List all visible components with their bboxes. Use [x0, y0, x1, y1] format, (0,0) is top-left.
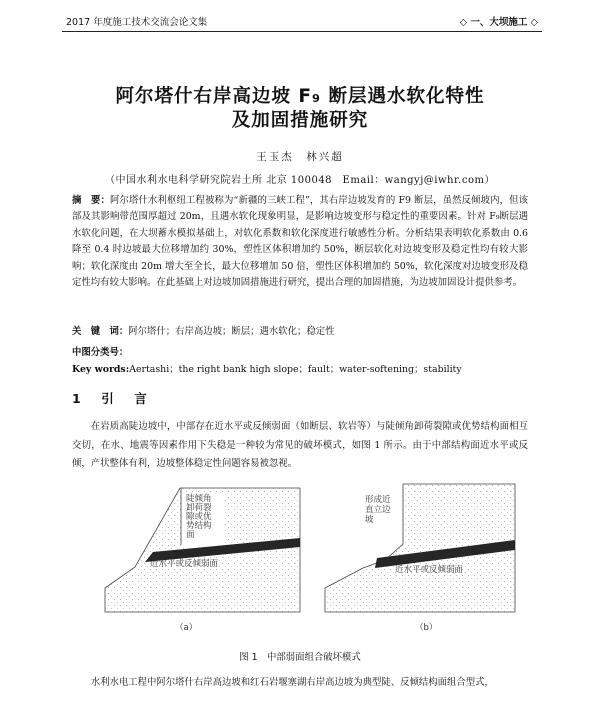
- label-b-3: 坡: [365, 515, 374, 525]
- english-keywords-text: Aertashi；the right bank high slope；fault；water-softening；stability: [129, 364, 462, 375]
- abstract-label: 摘 要：: [72, 195, 111, 206]
- english-keywords: [72, 361, 462, 375]
- section-heading: 1 引 言: [72, 391, 151, 406]
- figure-1-svg: [95, 472, 525, 632]
- classification-label: 中图分类号：: [72, 347, 129, 358]
- sub-a: （a）: [175, 623, 198, 632]
- classification: [72, 344, 128, 358]
- paper-title-line2: 及加固措施研究: [231, 110, 369, 131]
- running-header: [66, 14, 538, 28]
- affiliation: （中国水利水电科学研究院岩土所 北京 100048 Email：wangyj@iwhr.com）: [105, 175, 495, 186]
- label-a-4: 势结构: [186, 521, 212, 531]
- abstract: [72, 193, 528, 291]
- figure-1a: [105, 488, 300, 632]
- label-a-5: 面: [186, 530, 195, 540]
- band-label-a: 近水平或反倾弱面: [150, 559, 219, 569]
- band-label-b: 近水平或反倾弱面: [395, 565, 464, 575]
- label-a-2: 卸荷裂: [186, 503, 212, 513]
- paper-title-line1: 阿尔塔什右岸高边坡 F₉ 断层遇水软化特性: [115, 86, 485, 107]
- keywords: [72, 325, 528, 339]
- header-right: ◇ 一、大坝施工 ◇: [459, 17, 538, 28]
- header-rule: [62, 31, 542, 32]
- figure-caption: 图 1 中部弱面组合破坏模式: [239, 652, 361, 663]
- figure-1: [95, 472, 525, 632]
- keywords-label: 关 键 词：: [72, 326, 129, 337]
- paragraph-2: 水利水电工程中阿尔塔什右岸高边坡和红石岩堰塞湖右岸高边坡为典型陡、反倾结构面组合型式，: [90, 677, 494, 688]
- sub-b: （b）: [415, 623, 438, 632]
- abstract-text: 阿尔塔什水利枢纽工程被称为“新疆的三峡工程”，其右岸边坡发育的 F9 断层，虽然反倾坡内，但该部及其影响带范围厚超过 20m，且遇水软化现象明显，是影响边坡变形与稳定性的重要因素。针对 F₉断层遇水软化问题，在大坝蓄水模拟基础上，对软化系数和软化深度进行敏感性分析。分析结果表明软化系数由 0.6 降至 0.4 时边坡最大位移增加约 30%，塑性区体积增加约 50%，断层软化对边坡变形及稳定性均有较大影响；软化深度由 20m 增大至全长，最大位移增加 50 倍，塑性区体积增加约 50%，软化深度对边坡变形及稳定性均有较大影响。在此基础上对边坡加固措施进行研究，提出合理的加固措施，为边坡加固设计提供参考。: [72, 195, 528, 289]
- label-a-3: 隙或优: [186, 512, 212, 522]
- header-left: 2017 年度施工技术交流会论文集: [66, 17, 208, 28]
- label-a-1: 陡倾角: [186, 494, 212, 504]
- figure-1b: [325, 484, 515, 632]
- label-b-1: 形成近: [365, 495, 391, 505]
- authors: 王玉杰 林兴超: [256, 151, 344, 163]
- label-b-2: 直立边: [365, 505, 391, 515]
- intro-paragraph: 在岩质高陡边坡中，中部存在近水平或反倾弱面（如断层、软岩等）与陡倾角卸荷裂隙或优势结构面相互交切，在水、地震等因素作用下失稳是一种较为常见的破坏模式，如图 1 所示。由于中部结构面近水平或反倾，产状整体有利，边坡整体稳定性问题容易被忽视。: [72, 421, 528, 469]
- english-keywords-label: Key words:: [72, 364, 130, 375]
- keywords-text: 阿尔塔什；右岸高边坡；断层；遇水软化；稳定性: [128, 326, 335, 337]
